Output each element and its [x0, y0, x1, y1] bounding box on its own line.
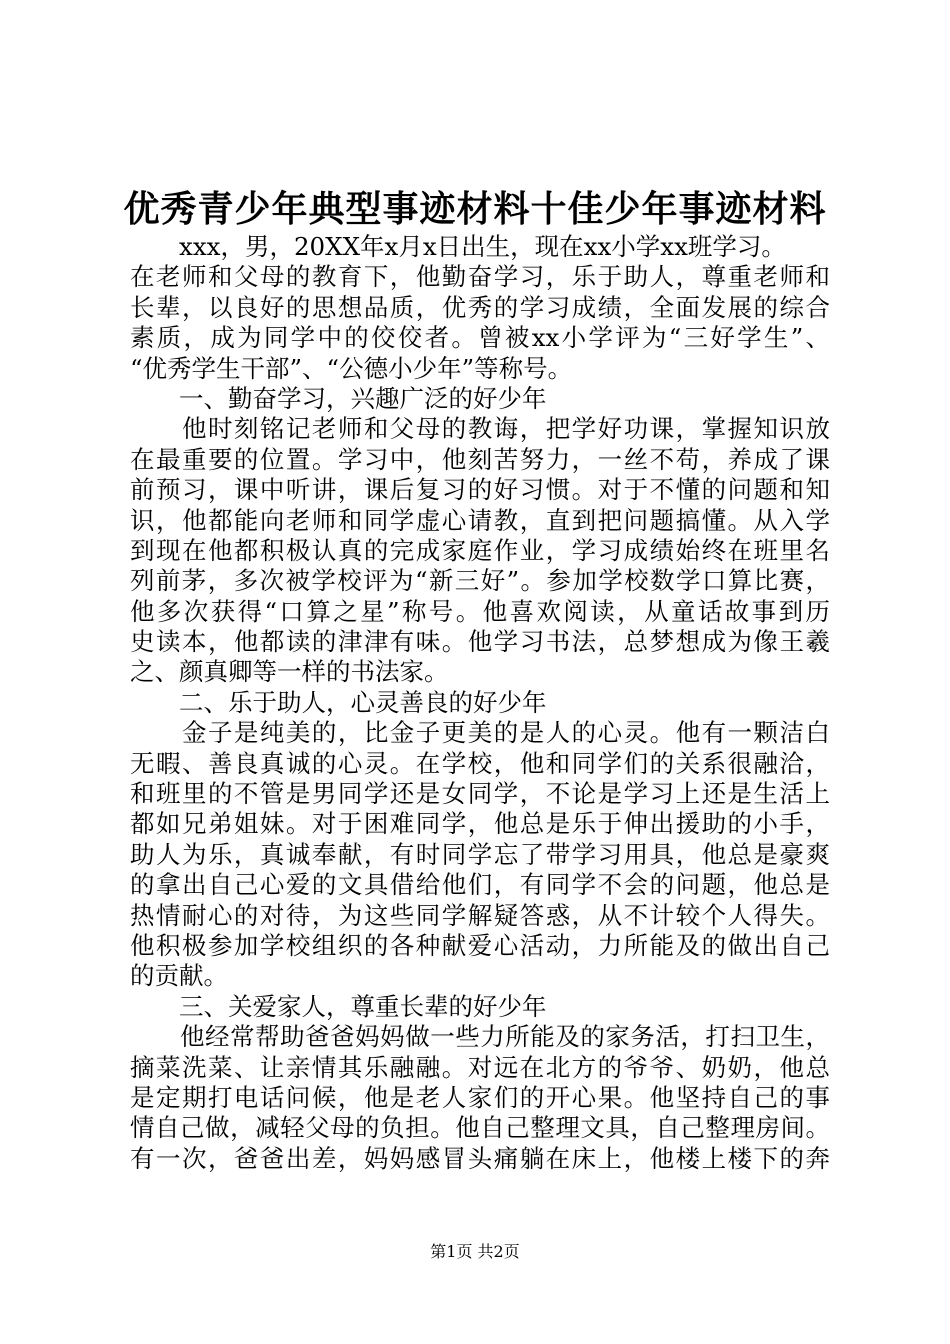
body-line: 到现在他都积极认真的完成家庭作业，学习成绩始终在班里名: [130, 535, 830, 565]
body-line: 长辈，以良好的思想品质，优秀的学习成绩，全面发展的综合: [130, 292, 830, 322]
body-line: 和班里的不管是男同学还是女同学，不论是学习上还是生活上: [130, 779, 830, 809]
body-line: 都如兄弟姐妹。对于困难同学，他总是乐于伸出援助的小手，: [130, 809, 830, 839]
body-line: 是定期打电话问候，他是老人家们的开心果。他坚持自己的事: [130, 1082, 830, 1112]
body-line: 热情耐心的对待，为这些同学解疑答惑，从不计较个人得失。: [130, 900, 830, 930]
section-heading: 一、勤奋学习，兴趣广泛的好少年: [130, 383, 547, 413]
body-line: 他经常帮助爸爸妈妈做一些力所能及的家务活，打扫卫生，: [130, 1022, 830, 1052]
body-line: 有一次，爸爸出差，妈妈感冒头痛躺在床上，他楼上楼下的奔: [130, 1143, 830, 1173]
body-line: 史读本，他都读的津津有味。他学习书法，总梦想成为像王羲: [130, 627, 830, 657]
body-line: 的拿出自己心爱的文具借给他们，有同学不会的问题，他总是: [130, 870, 830, 900]
body-line: 之、颜真卿等一样的书法家。: [130, 657, 449, 687]
section-heading: 三、关爱家人，尊重长辈的好少年: [130, 991, 547, 1021]
document-title: 优秀青少年典型事迹材料十佳少年事迹材料: [123, 188, 827, 230]
page-footer: 第1页 共2页: [430, 1242, 520, 1261]
body-line: 识，他都能向老师和同学虚心请教，直到把问题搞懂。从入学: [130, 505, 830, 535]
body-line: 摘菜洗菜、让亲情其乐融融。对远在北方的爷爷、奶奶，他总: [130, 1052, 830, 1082]
body-line: 素质，成为同学中的佼佼者。曾被xx小学评为“三好学生”、: [130, 323, 830, 353]
body-line: 情自己做，减轻父母的负担。他自己整理文具，自己整理房间。: [130, 1113, 830, 1143]
body-line: 在老师和父母的教育下，他勤奋学习，乐于助人，尊重老师和: [130, 262, 830, 292]
body-line: 无暇、善良真诚的心灵。在学校，他和同学们的关系很融洽，: [130, 748, 830, 778]
body-line: “优秀学生干部”、“公德小少年”等称号。: [130, 353, 573, 383]
section-heading: 二、乐于助人，心灵善良的好少年: [130, 687, 547, 717]
body-line: 他多次获得“口算之星”称号。他喜欢阅读，从童话故事到历: [130, 596, 830, 626]
body-line: 他时刻铭记老师和父母的教诲，把学好功课，掌握知识放: [130, 414, 830, 444]
body-line: 助人为乐，真诚奉献，有时同学忘了带学习用具，他总是豪爽: [130, 839, 830, 869]
body-line: xxx，男，20XX年x月x日出生，现在xx小学xx班学习。: [130, 232, 786, 261]
body-line: 列前茅，多次被学校评为“新三好”。参加学校数学口算比赛，: [130, 566, 830, 596]
body-line: 在最重要的位置。学习中，他刻苦努力，一丝不苟，养成了课: [130, 444, 830, 474]
body-line: 他积极参加学校组织的各种献爱心活动，力所能及的做出自己: [130, 930, 830, 960]
document-body: [130, 232, 830, 1174]
body-line: 金子是纯美的，比金子更美的是人的心灵。他有一颗洁白: [130, 718, 830, 748]
body-line: 的贡献。: [130, 961, 228, 991]
body-line: 前预习，课中听讲，课后复习的好习惯。对于不懂的问题和知: [130, 475, 830, 505]
